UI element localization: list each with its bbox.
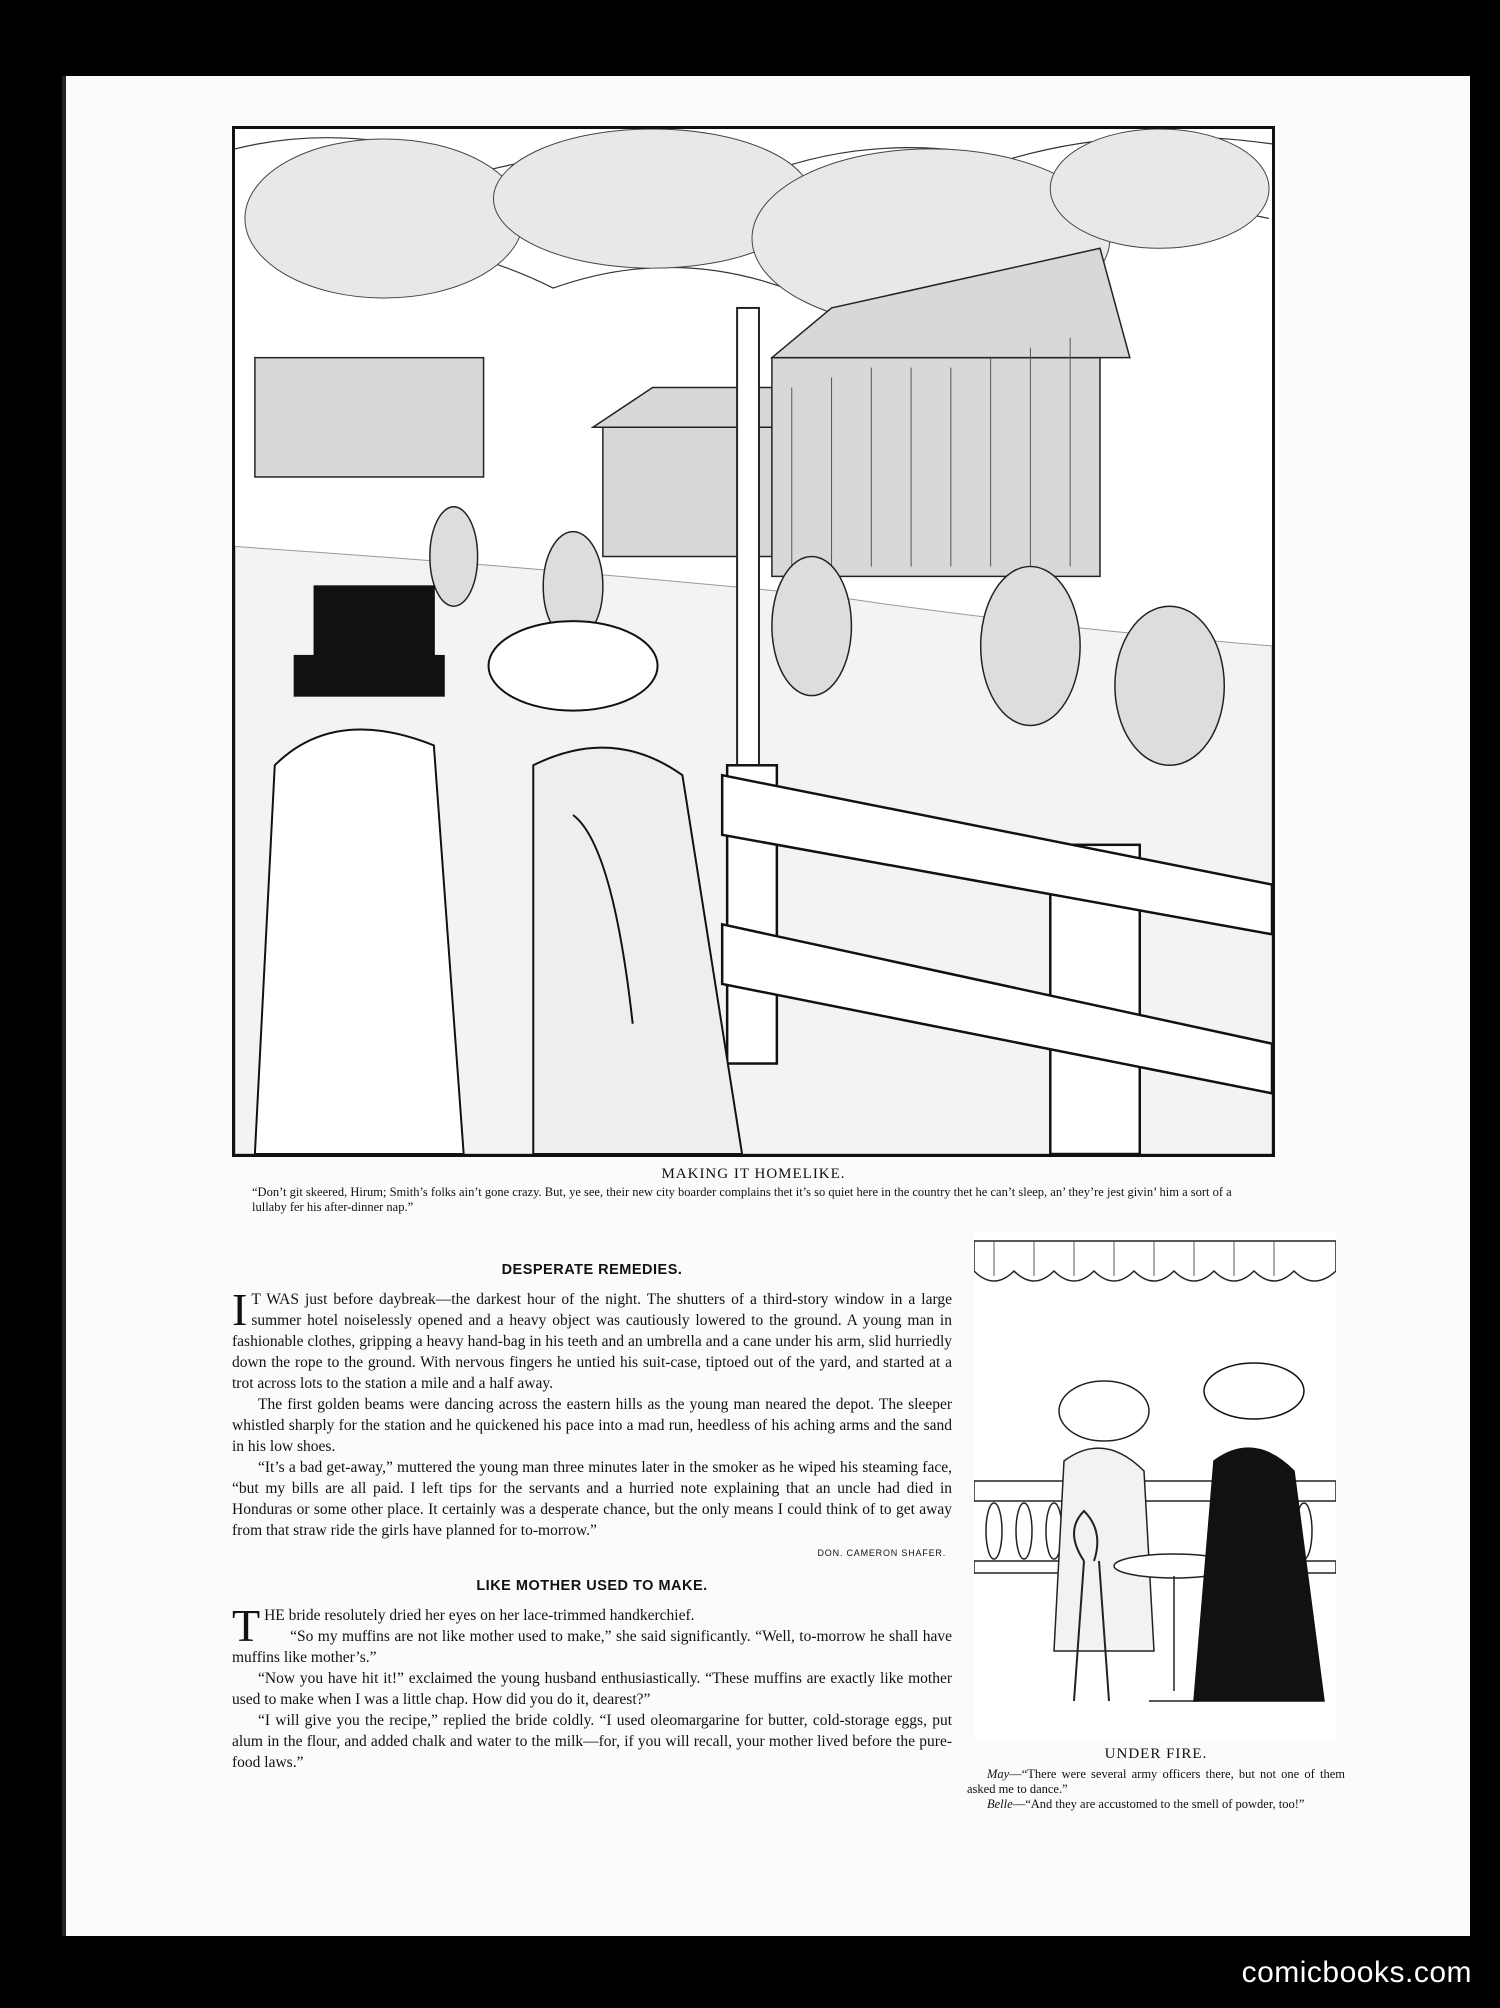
side-cartoon-line-1	[967, 1767, 1345, 1797]
story2-paragraph-4: “I will give you the recipe,” replied the bride coldly. “I used oleomargarine for butter, cold-storage eggs, put alum in the flour, and added chalk and water to the milk—for, if you will recall, your mother lived before the pure-food laws.”	[232, 1712, 952, 1771]
story2-heading: LIKE MOTHER USED TO MAKE.	[476, 1578, 708, 1594]
story1-paragraph-2: The first golden beams were dancing across the eastern hills as the young man neared the depot. The sleeper whistled sharply for the station and he quickened his pace into a mad run, heedless of his aching arms and the sand in his low shoes.	[232, 1396, 952, 1455]
side-cartoon-caption	[967, 1746, 1345, 1812]
magazine-page	[62, 76, 1470, 1936]
story1-dropcap: I	[232, 1284, 248, 1335]
main-cartoon-title: MAKING IT HOMELIKE.	[661, 1166, 846, 1182]
cafe-scene-illustration	[974, 1231, 1336, 1739]
story2-paragraph-3: “Now you have hit it!” exclaimed the young husband enthusiastically. “These muffins are exactly like mother used to make when I was a little chap. How did you do it, dearest?”	[232, 1670, 952, 1708]
story2-p1-text: HE bride resolutely dried her eyes on her lace-trimmed handkerchief.	[264, 1607, 695, 1624]
site-watermark: comicbooks.com	[1241, 1956, 1472, 1989]
side-cartoon-line-2	[967, 1797, 1345, 1812]
side-cartoon-title: UNDER FIRE.	[1104, 1746, 1208, 1762]
speaker-belle: Belle	[987, 1797, 1013, 1811]
main-cartoon-quote: “Don’t git skeered, Hirum; Smith’s folks ain’t gone crazy. But, ye see, their new city boarder complains thet it’s so quiet here in the country thet he can’t sleep, an’ they’re jest givin’ him a sort of a lullaby fer his after-dinner nap.”	[252, 1185, 1232, 1214]
story1-paragraph-1	[232, 1284, 952, 1394]
line-2-text: —“And they are accustomed to the smell of powder, too!”	[1012, 1797, 1305, 1811]
story1-paragraph-3: “It’s a bad get-away,” muttered the young man three minutes later in the smoker as he wiped his steaming face, “but my bills are all paid. I left tips for the servants and a hurried note explaining that an uncle had died in Honduras or some other place. It certainly was a desperate chance, but the only means I could think of to get away from that straw ride the girls have planned for to-morrow.”	[232, 1459, 952, 1539]
story1-p1-text: T WAS just before daybreak—the darkest hour of the night. The shutters of a third-story window in a large summer hotel noiselessly opened and a heavy object was cautiously lowered to the ground. A young man in fashionable clothes, gripping a heavy hand-bag in his teeth and an umbrella and a cane under his arm, slid hurriedly down the rope to the ground. With nervous fingers he untied his suit-case, tiptoed out of the yard, and started at a trot across lots to the station a mile and a half away.	[232, 1291, 952, 1392]
story2-dropcap: T	[232, 1600, 261, 1651]
story-column	[232, 1254, 952, 1773]
line-1-text: —“There were several army officers there, but not one of them asked me to dance.”	[967, 1767, 1345, 1796]
main-cartoon-caption	[232, 1166, 1275, 1215]
story1-heading: DESPERATE REMEDIES.	[501, 1262, 683, 1278]
story1-byline: DON. CAMERON SHAFER.	[817, 1548, 946, 1558]
speaker-may: May	[987, 1767, 1010, 1781]
story2-paragraph-2: “So my muffins are not like mother used to make,” she said significantly. “Well, to-morrow he shall have muffins like mother’s.”	[232, 1628, 952, 1666]
farm-scene-illustration	[232, 126, 1275, 1157]
page-gutter	[62, 76, 66, 1936]
